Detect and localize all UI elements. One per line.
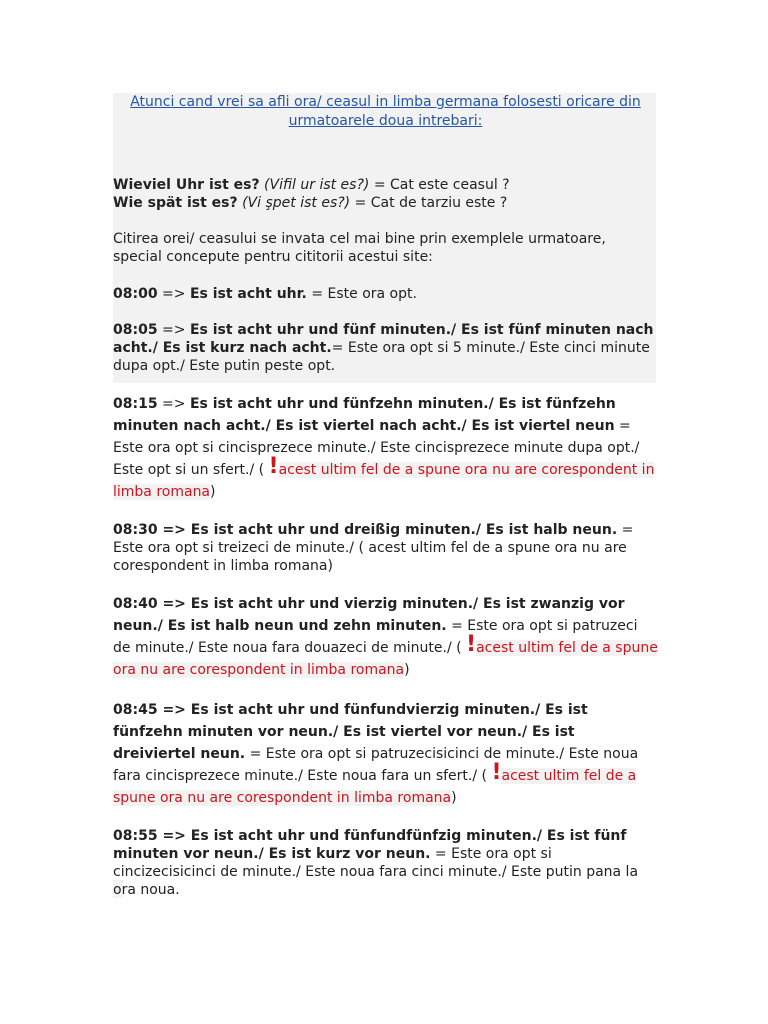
example-time: 08:40 [113, 596, 158, 612]
example-arrow: => [157, 322, 190, 338]
question-1-german: Wieviel Uhr ist es? [113, 177, 260, 193]
example-0800 [113, 285, 658, 303]
example-german: Es ist acht uhr und dreißig minuten./ Es ist halb neun. [190, 522, 618, 538]
example-german: Es ist acht uhr. [189, 286, 307, 302]
example-translation: = Este ora opt si 5 minute./ Este cinci minute dupa opt./ Este putin peste opt. [113, 340, 650, 374]
example-time: 08:00 [113, 286, 158, 302]
example-time: 08:55 [113, 828, 158, 844]
example-german: Es ist acht uhr und fünfzehn minuten./ Es ist fünfzehn minuten nach acht./ Es ist viertel nach acht./ Es ist viertel neun [113, 396, 616, 434]
example-german: Es ist acht uhr und vierzig minuten./ Es ist zwanzig vor neun./ Es ist halb neun und zehn minuten. [113, 596, 625, 634]
example-translation: = Este ora opt si cincisprezece minute./ Este cincisprezece minute dupa opt./ Este opt si un sfert./ ( [113, 418, 640, 478]
question-1 [113, 176, 658, 194]
example-arrow: => [157, 702, 191, 718]
page-title-link[interactable]: Atunci cand vrei sa afli ora/ ceasul in limba germana folosesti oricare din urmatoarele doua intrebari: [130, 94, 641, 129]
question-2-translation: = Cat de tarziu este ? [350, 195, 508, 211]
example-0830 [113, 521, 658, 575]
example-0855 [113, 827, 658, 899]
example-german: Es ist acht uhr und fünf minuten./ Es ist fünf minuten nach acht./ Es ist kurz nach acht. [113, 322, 654, 356]
example-arrow: => [157, 522, 191, 538]
example-0805 [113, 321, 658, 375]
example-translation: = Este ora opt si patruzecisicinci de minute./ Este noua fara cincisprezece minute./ Este noua fara un sfert./ ( [113, 746, 639, 784]
example-time: 08:05 [113, 322, 158, 338]
warning-exclamation-icon: ! [268, 454, 279, 479]
example-time: 08:15 [113, 396, 158, 412]
warning-note: acest ultim fel de a spune ora nu are corespondent in limba romana [113, 768, 637, 806]
question-2-phonetic: (Vi şpet ist es?) [242, 195, 351, 211]
question-1-translation: = Cat este ceasul ? [369, 177, 510, 193]
example-arrow: => [157, 396, 190, 412]
question-2 [113, 194, 658, 212]
example-translation: = Este ora opt si treizeci de minute./ ( acest ultim fel de a spune ora nu are corespondent in limba romana) [113, 522, 634, 574]
warning-exclamation-icon: ! [466, 632, 477, 657]
example-german: Es ist acht uhr und fünfundfünfzig minuten./ Es ist fünf minuten vor neun./ Es ist kurz vor neun. [113, 828, 627, 862]
example-0840: 08:40 => Es ist acht uhr und vierzig minuten./ Es ist zwanzig vor neun./ Es ist halb neun und zehn minuten. = Este ora opt si patruzeci de minute./ Este noua fara douazeci de minute./ ( !acest ultim fel de a spune ora nu are corespondent in limba romana) [113, 596, 658, 678]
example-time: 08:30 [113, 522, 158, 538]
warning-note: acest ultim fel de a spune ora nu are corespondent in limba romana [113, 462, 655, 500]
intro-paragraph: Citirea orei/ ceasului se invata cel mai bine prin exemplele urmatoare, special concepute pentru cititorii acestui site: [113, 231, 606, 265]
example-translation: = Este ora opt si cincizecisicinci de minute./ Este noua fara cinci minute./ Este putin pana la ora noua. [113, 846, 639, 898]
example-0815: 08:15 => Es ist acht uhr und fünfzehn minuten./ Es ist fünfzehn minuten nach acht./ Es ist viertel nach acht./ Es ist viertel neun = Este ora opt si cincisprezece minute./ Este cincisprezece minute dupa opt./ Este opt si un sfert./ ( !acest ultim fel de a spune ora nu are corespondent in limba romana) [113, 396, 655, 500]
question-2-german: Wie spät ist es? [113, 195, 238, 211]
example-arrow: => [157, 596, 191, 612]
document-body [113, 93, 658, 899]
example-0845: 08:45 => Es ist acht uhr und fünfundvierzig minuten./ Es ist fünfzehn minuten vor neun./ Es ist viertel vor neun./ Es ist dreiviertel neun. = Este ora opt si patruzecisicinci de minute./ Este noua fara cincisprezece minute./ Este noua fara un sfert./ ( !acest ultim fel de a spune ora nu are corespondent in limba romana) [113, 702, 639, 806]
example-translation: = Este ora opt si patruzeci de minute./ Este noua fara douazeci de minute./ ( [113, 618, 638, 656]
example-arrow: => [157, 286, 190, 302]
warning-exclamation-icon: ! [491, 760, 502, 785]
example-arrow: => [157, 828, 191, 844]
example-translation: = Este ora opt. [306, 286, 417, 302]
example-german: Es ist acht uhr und fünfundvierzig minuten./ Es ist fünfzehn minuten vor neun./ Es ist viertel vor neun./ Es ist dreiviertel neun. [113, 702, 588, 762]
question-1-phonetic: (Vifil ur ist es?) [264, 177, 370, 193]
example-time: 08:45 [113, 702, 158, 718]
warning-note: acest ultim fel de a spune ora nu are corespondent in limba romana [113, 640, 658, 678]
